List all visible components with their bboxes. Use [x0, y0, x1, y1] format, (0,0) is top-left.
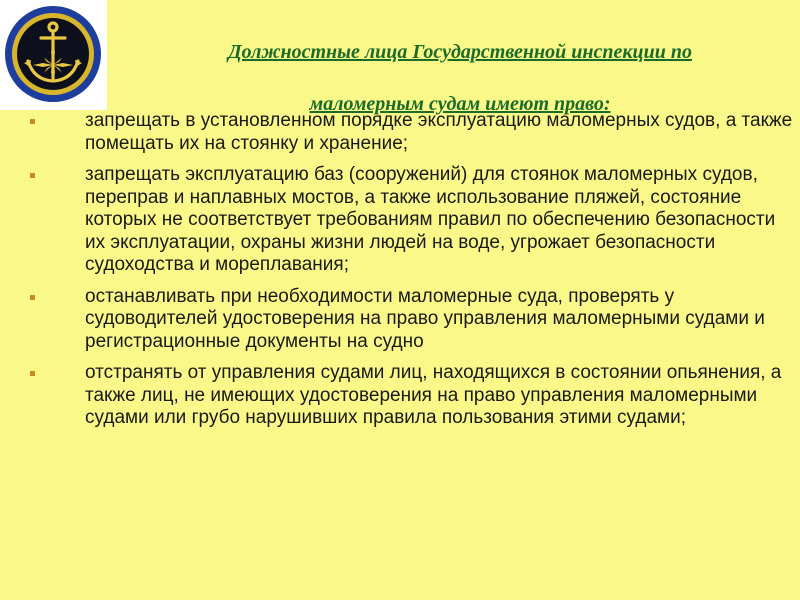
square-bullet-icon: [30, 119, 35, 124]
square-bullet-icon: [30, 371, 35, 376]
title-line: Должностные лица Государственной инспекции по: [228, 41, 692, 63]
naval-anchor-emblem-icon: [4, 5, 102, 103]
list-item: [30, 110, 800, 155]
list-item: [30, 286, 800, 354]
list-item-text: запрещать эксплуатацию баз (сооружений) для стоянок маломерных судов, переправ и наплавных мостов, а также использование пляжей, состояние которых не соответствует требованиям правил по обеспечению безопасности их эксплуатации, охраны жизни людей на воде, угрожает безопасности судоходства и мореплавания;: [85, 164, 776, 275]
list-item-text: запрещать в установленном порядке эксплуатацию маломерных судов, а также помещать их на стоянку и хранение;: [85, 110, 793, 154]
square-bullet-icon: [30, 295, 35, 300]
list-item: [30, 362, 800, 430]
list-item: [30, 164, 800, 277]
square-bullet-icon: [30, 173, 35, 178]
logo: [0, 0, 107, 110]
title-line: маломерным судам имеют право:: [309, 93, 611, 115]
list-item-text: останавливать при необходимости маломерные суда, проверять у судоводителей удостоверения на право управления маломерными судами и регистрационные документы на судно: [85, 285, 765, 352]
list-item-text: отстранять от управления судами лиц, находящихся в состоянии опьянения, а также лиц, не имеющих удостоверения на право управления маломерными судами или грубо нарушивших правила пользования этими судами;: [85, 362, 782, 428]
bullet-list: [30, 110, 800, 439]
